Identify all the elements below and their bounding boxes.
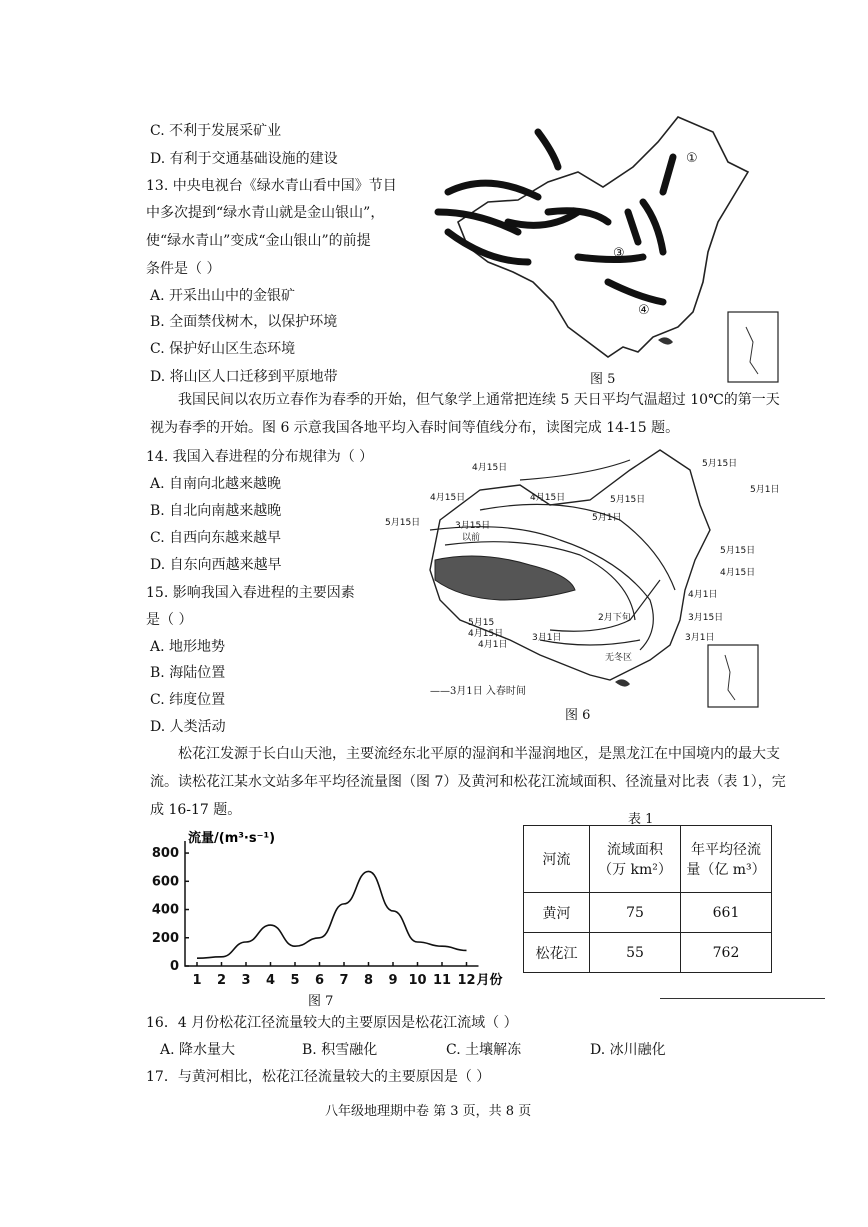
fig6-label-18: 4月1日 (478, 640, 508, 650)
fig7-caption: 图 7 (308, 994, 334, 1009)
q15-stem-line-1: 15. 影响我国入春进程的主要因素 (146, 585, 355, 601)
page-footer: 八年级地理期中卷 第 3 页，共 8 页 (325, 1104, 532, 1119)
q15-stem-line-2: 是（ ） (146, 612, 193, 628)
q13-option-c: C. 保护好山区生态环境 (150, 341, 296, 357)
fig5-caption: 图 5 (590, 372, 616, 387)
fig7-xlabel: 月份 (476, 973, 503, 988)
fig6-label-16: 5月15 (468, 618, 495, 628)
fig7-x-tick: 11 (432, 973, 452, 988)
q16-option-d: D. 冰川融化 (590, 1042, 666, 1058)
table1-header-runoff (681, 826, 772, 893)
fig7-axes (185, 841, 479, 966)
fig7-series-line (197, 871, 467, 958)
q16-option-a: A. 降水量大 (160, 1042, 236, 1058)
fig5-label-1: ① (686, 151, 698, 166)
fig7-y-tick: 600 (151, 874, 179, 890)
table1-cell-area: 55 (590, 933, 681, 973)
q15-option-c: C. 纬度位置 (150, 692, 226, 708)
fig6-label-9: 5月15日 (702, 459, 738, 469)
fig6-label-17: 4月15日 (468, 629, 504, 639)
figure-5-map (428, 112, 788, 390)
table1-header-area-line2: （万 km²） (598, 862, 672, 878)
fig7-x-tick: 3 (241, 973, 251, 988)
fig6-label-3: 4月15日 (530, 493, 566, 503)
fig6-label-8: 5月1日 (592, 513, 622, 523)
fig6-label-19: 3月1日 (532, 633, 562, 643)
intro-16-17: 松花江发源于长白山天池，主要流经东北平原的湿润和半湿润地区，是黑龙江在中国境内的最大支流。读松花江某水文站多年平均径流量图（图 7）及黄河和松花江流域面积、径流量对比表（表 1），完成 16-17 题。 (150, 746, 786, 818)
table1-title: 表 1 (628, 812, 654, 827)
fig7-x-tick: 2 (216, 973, 227, 988)
fig7-x-tick: 7 (339, 973, 349, 988)
q14-option-d: D. 自东向西越来越早 (150, 557, 282, 573)
table1-cell-river: 黄河 (524, 893, 590, 933)
table1-cell-area: 75 (590, 893, 681, 933)
fig6-label-2: 4月15日 (430, 493, 466, 503)
table-row (524, 893, 772, 933)
fig6-label-20: 3月1日 (685, 633, 715, 643)
fig6-label-10: 5月1日 (750, 485, 780, 495)
fig7-x-tick: 5 (290, 973, 300, 988)
fig6-label-21: 无冬区 (605, 653, 633, 663)
fig5-label-4: ④ (638, 303, 650, 318)
fig7-x-tick: 9 (388, 973, 398, 988)
fig6-label-4: 5月15日 (385, 518, 421, 528)
q13-stem-line-1: 13. 中央电视台《绿水青山看中国》节目 (146, 178, 397, 194)
fig6-caption: 图 6 (565, 708, 591, 723)
fig7-ylabel: 流量/(m³·s⁻¹) (188, 831, 276, 846)
q15-option-b: B. 海陆位置 (150, 665, 226, 681)
fig7-y-tick: 800 (151, 846, 179, 862)
q13-stem-line-4: 条件是（ ） (146, 261, 221, 277)
table-row (524, 933, 772, 973)
fig7-y-tick: 0 (169, 959, 179, 974)
figure-7-chart (140, 826, 510, 1006)
table1-header-river (524, 826, 590, 893)
fig6-legend: ——3月1日 入春时间 (430, 686, 526, 697)
fig5-label-2: ② (568, 206, 580, 221)
q14-option-a: A. 自南向北越来越晚 (150, 476, 282, 492)
table1-header-river-label: 河流 (542, 852, 571, 868)
fig6-label-5: 3月15日 (455, 521, 491, 531)
fig6-label-13: 4月1日 (688, 590, 718, 600)
table1-cell-river: 松花江 (524, 933, 590, 973)
q13-option-d: D. 将山区人口迁移到平原地带 (150, 369, 338, 385)
table1-header-area (590, 826, 681, 893)
table1 (523, 825, 772, 973)
intro-14-15: 我国民间以农历立春作为春季的开始，但气象学上通常把连续 5 天日平均气温超过 10℃的第一天视为春季的开始。图 6 示意我国各地平均入春时间等值线分布，读图完成 14-15 题。 (150, 392, 780, 436)
fig7-y-tick: 400 (151, 902, 179, 918)
fig6-label-6: 以前 (462, 533, 481, 543)
fig7-x-tick: 1 (192, 973, 202, 988)
fig7-x-tick: 10 (408, 973, 427, 988)
q14-option-c: C. 自西向东越来越早 (150, 530, 282, 546)
q13-option-b: B. 全面禁伐树木，以保护环境 (150, 314, 338, 330)
table1-header-runoff-line2: 量（亿 m³） (686, 862, 766, 878)
figure-6-map (385, 450, 780, 715)
fig6-label-12: 4月15日 (720, 568, 756, 578)
q13-stem-line-3: 使“绿水青山”变成“金山银山”的前提 (146, 233, 371, 249)
fig6-label-7: 5月15日 (610, 495, 646, 505)
fig6-label-15: 3月15日 (688, 613, 724, 623)
table1-header-area-line1: 流域面积 (607, 842, 663, 858)
q16-option-c: C. 土壤解冻 (446, 1042, 522, 1058)
fig7-x-tick: 6 (314, 973, 325, 988)
fig7-x-tick: 4 (265, 973, 276, 988)
q13-option-a: A. 开采出山中的金银矿 (150, 288, 296, 304)
q15-option-a: A. 地形地势 (150, 639, 226, 655)
q12-option-d: D. 有利于交通基础设施的建设 (150, 151, 338, 167)
q13-stem-line-2: 中多次提到“绿水青山就是金山银山”， (146, 205, 385, 221)
answer-line (660, 998, 825, 999)
fig6-label-14: 2月下旬 (598, 613, 631, 623)
fig5-label-3: ③ (613, 246, 625, 261)
q16-stem: 16．4 月份松花江径流量较大的主要原因是松花江流域（ ） (146, 1015, 518, 1031)
q14-option-b: B. 自北向南越来越晚 (150, 503, 282, 519)
fig7-x-tick: 12 (457, 973, 476, 988)
q15-option-d: D. 人类活动 (150, 719, 226, 735)
fig6-label-1: 4月15日 (472, 463, 508, 473)
fig7-x-tick: 8 (363, 973, 374, 988)
table1-cell-runoff: 661 (681, 893, 772, 933)
table1-header-runoff-line1: 年平均径流 (691, 842, 761, 858)
q12-option-c: C. 不利于发展采矿业 (150, 123, 282, 139)
table1-cell-runoff: 762 (681, 933, 772, 973)
q16-option-b: B. 积雪融化 (302, 1042, 378, 1058)
fig7-y-tick: 200 (151, 930, 179, 946)
fig6-label-11: 5月15日 (720, 546, 756, 556)
q17-stem: 17．与黄河相比，松花江径流量较大的主要原因是（ ） (146, 1069, 491, 1085)
q14-stem: 14. 我国入春进程的分布规律为（ ） (146, 449, 374, 465)
